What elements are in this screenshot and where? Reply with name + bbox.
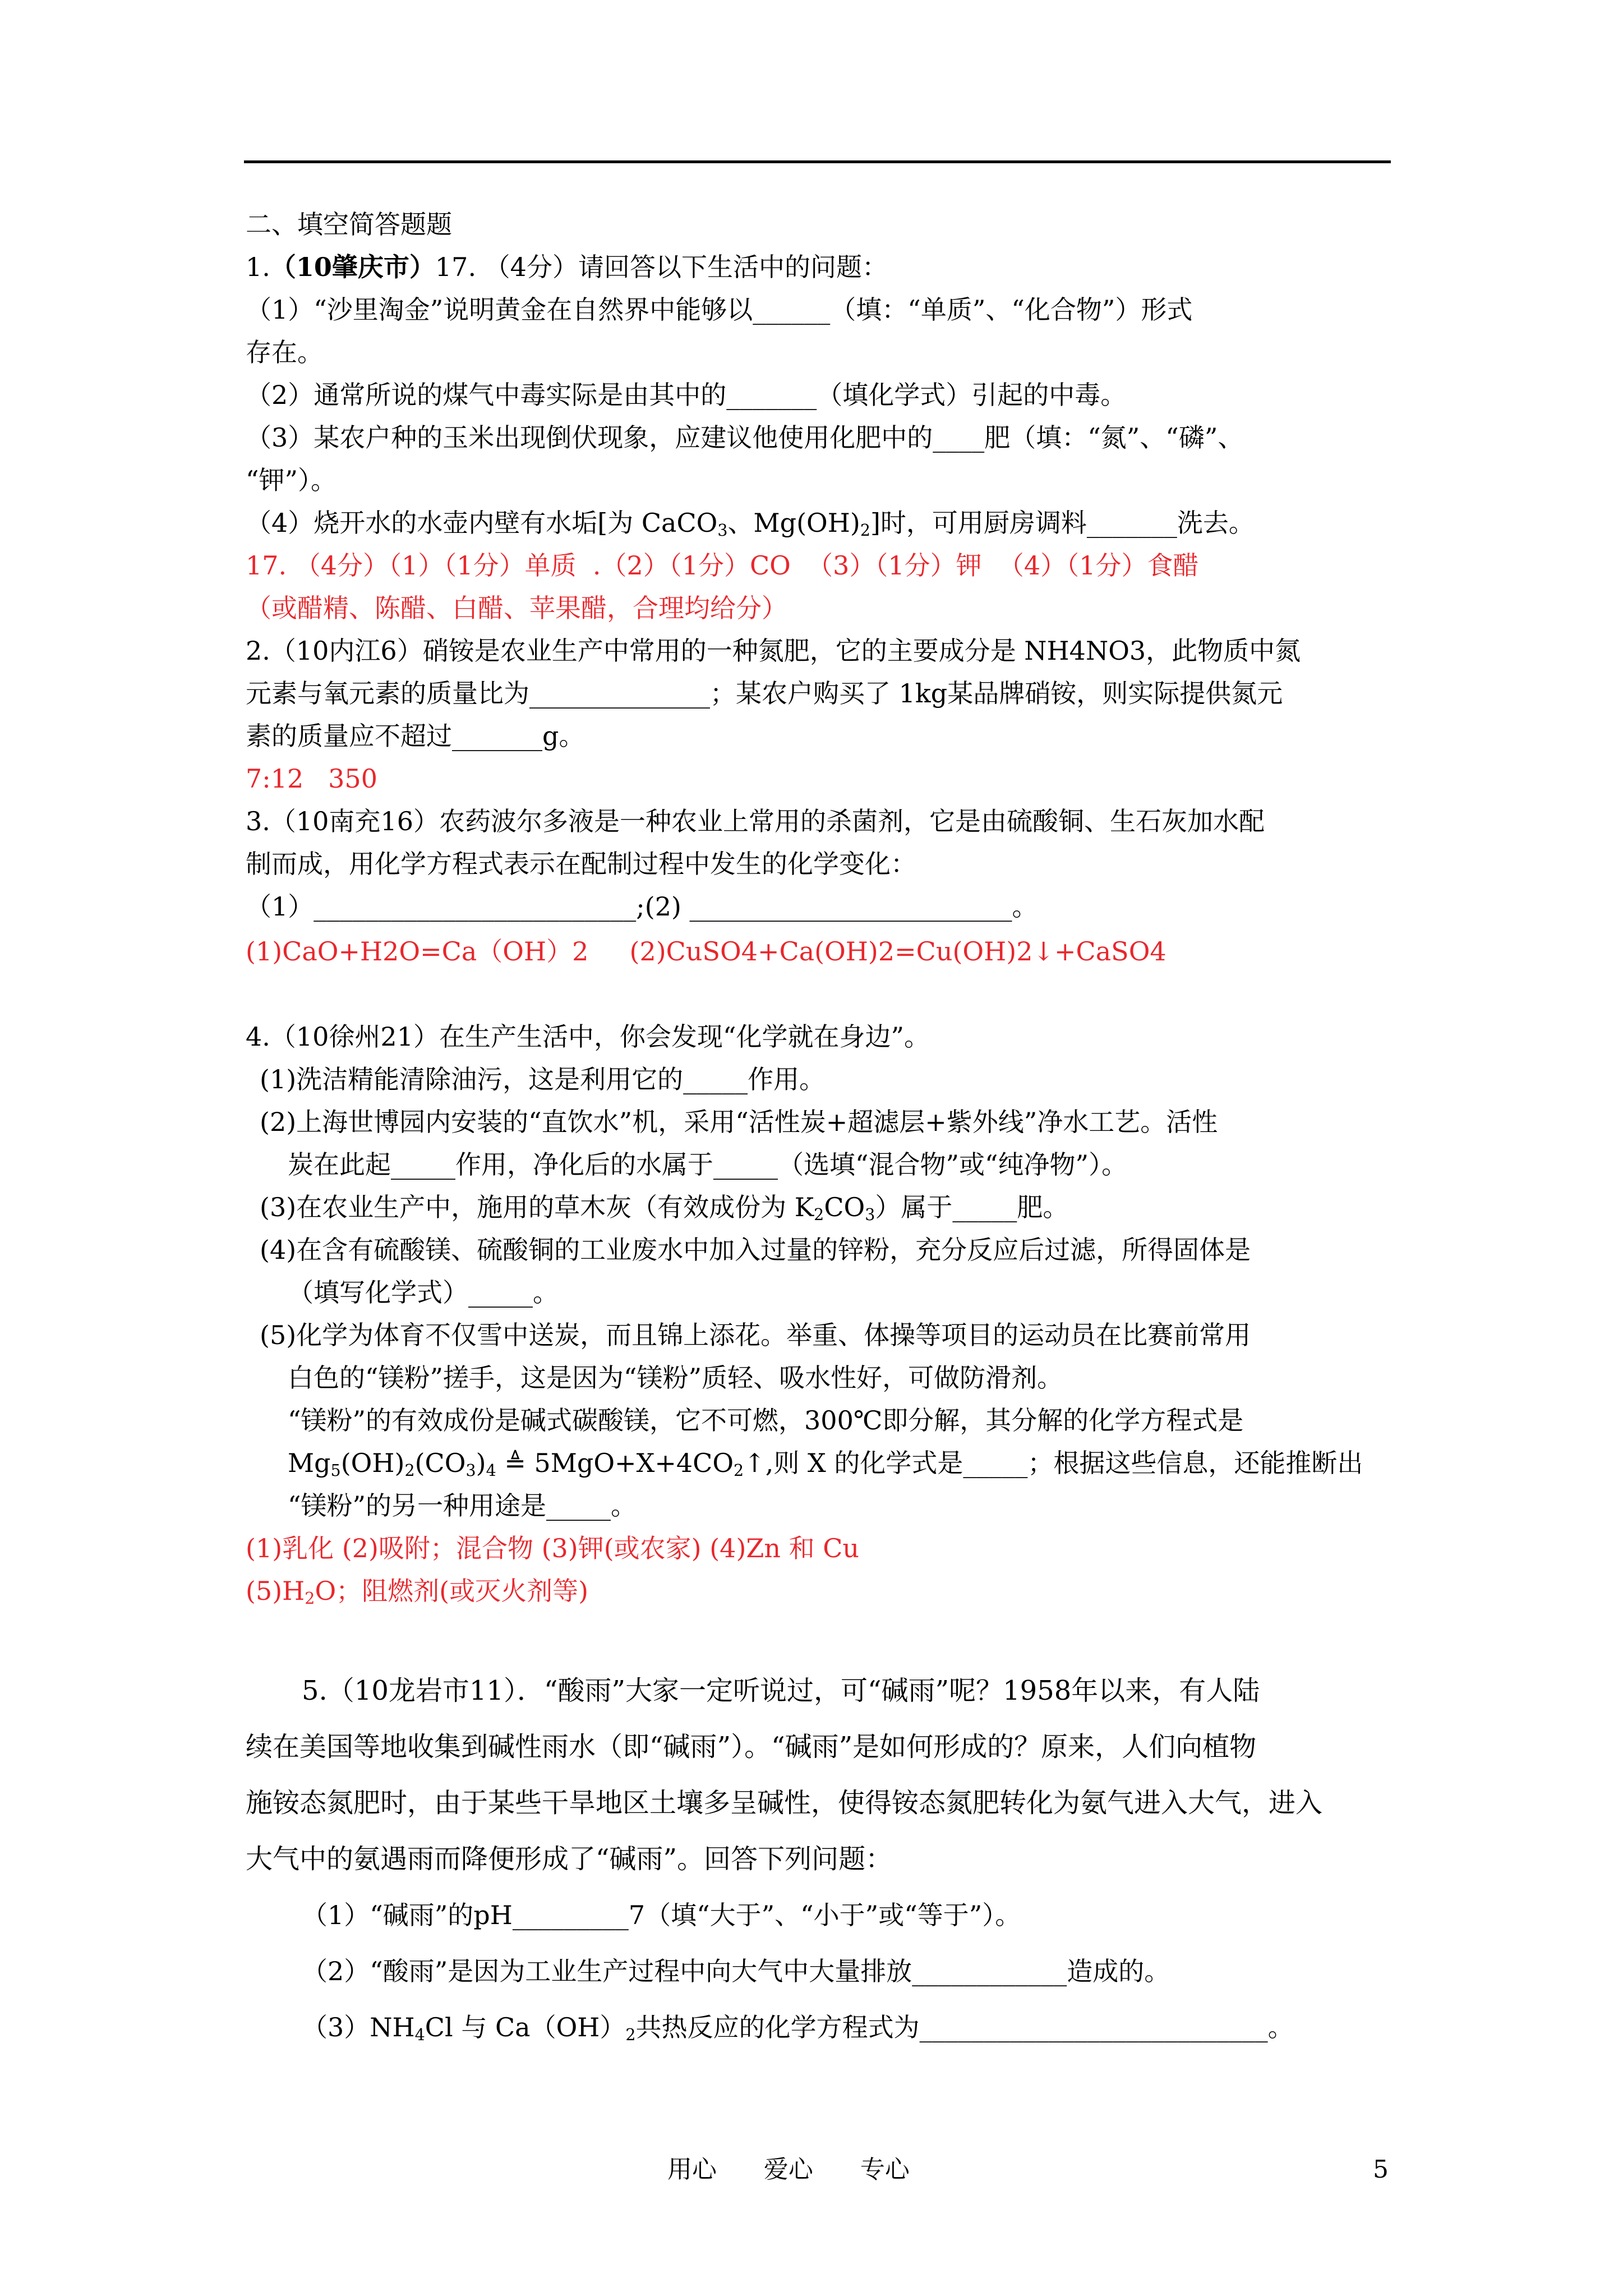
q1-part4-sub2: 2 <box>860 521 870 540</box>
q1-part1-line1: （1）“沙里淘金”说明黄金在自然界中能够以______（填：“单质”、“化合物”）形式 <box>246 295 1193 325</box>
q5-line3: 施铵态氮肥时，由于某些干旱地区土壤多呈碱性，使得铵态氮肥转化为氨气进入大气，进入 <box>246 1787 1323 1819</box>
q5-part3-sub2: 2 <box>625 2026 636 2045</box>
q5-line4: 大气中的氨遇雨而降便形成了“碱雨”。回答下列问题： <box>246 1843 893 1875</box>
q4-part4-line1: (4)在含有硫酸镁、硫酸铜的工业废水中加入过量的锌粉，充分反应后过滤，所得固体是 <box>260 1235 1251 1265</box>
q2-line2: 元素与氧元素的质量比为______________；某农户购买了 1kg某品牌硝铵，则实际提供氮元 <box>246 678 1283 708</box>
q4-eq-e: ≜ 5MgO+X+4CO <box>496 1448 734 1478</box>
q4-eq-b: (OH) <box>340 1448 405 1478</box>
q5-part1: （1）“碱雨”的pH_________7（填“大于”、“小于”或“等于”）。 <box>302 1900 1021 1930</box>
q4-part2-line1: (2)上海世博园内安装的“直饮水”机，采用“活性炭+超滤层+紫外线”净水工艺。活性 <box>260 1107 1218 1137</box>
q2-answer: 7:12 350 <box>246 763 377 794</box>
q1-part2: （2）通常所说的煤气中毒实际是由其中的_______（填化学式）引起的中毒。 <box>246 380 1127 410</box>
q3-answer: (1)CaO+H2O=Ca（OH）2 (2)CuSO4+Ca(OH)2=Cu(OH)2↓+CaSO4 <box>246 936 1166 967</box>
q4-part3-a: (3)在农业生产中，施用的草木灰（有效成份为 K <box>260 1192 814 1222</box>
q4-eq-a: Mg <box>288 1448 331 1478</box>
q4-answer-b: O；阻燃剂(或灭火剂等) <box>315 1576 589 1606</box>
header-rule <box>244 160 1391 163</box>
footer-motto: 用心 爱心 专心 <box>667 2155 910 2184</box>
q4-part2-line2: 炭在此起_____作用，净化后的水属于_____（选填“混合物”或“纯净物”）。 <box>288 1149 1128 1180</box>
q4-answer-sub: 2 <box>305 1589 315 1608</box>
q3-line1: 3.（10南充16）农药波尔多液是一种农业上常用的杀菌剂，它是由硫酸铜、生石灰加水配 <box>246 806 1265 836</box>
q1-part1-line2: 存在。 <box>246 337 323 367</box>
q5-part2: （2）“酸雨”是因为工业生产过程中向大气中大量排放____________造成的。 <box>302 1956 1170 1986</box>
q4-part5-line2: 白色的“镁粉”搓手，这是因为“镁粉”质轻、吸水性好，可做防滑剂。 <box>288 1363 1063 1393</box>
q5-line1: 5.（10龙岩市11）．“酸雨”大家一定听说过，可“碱雨”呢？1958年以来，有人陆 <box>302 1675 1260 1706</box>
q1-header <box>246 250 888 284</box>
q4-eq-sub2: 2 <box>404 1461 415 1480</box>
q4-eq-f: ↑,则 X 的化学式是_____；根据这些信息，还能推断出 <box>744 1448 1363 1478</box>
q1-part4-c: ]时，可用厨房调料_______洗去。 <box>870 508 1255 538</box>
section-title: 二、填空简答题题 <box>246 209 452 240</box>
q2-line1: 2.（10内江6）硝铵是农业生产中常用的一种氮肥，它的主要成分是 NH4NO3，此物质中氮 <box>246 636 1301 666</box>
q4-part5-equation <box>288 1446 1363 1480</box>
q5-part3-c: 共热反应的化学方程式为___________________________。 <box>635 2012 1294 2042</box>
q5-line2: 续在美国等地收集到碱性雨水（即“碱雨”）。“碱雨”是如何形成的？原来，人们向植物 <box>246 1731 1257 1763</box>
q1-part4-sub1: 3 <box>717 521 728 540</box>
q4-part3-sub2: 3 <box>865 1205 875 1225</box>
q1-header-rest: 17. （4分）请回答以下生活中的问题： <box>435 252 888 282</box>
q4-part5-line5: “镁粉”的另一种用途是_____。 <box>288 1490 637 1521</box>
q4-part4-line2: （填写化学式）_____。 <box>288 1277 559 1308</box>
q5-part3-b: Cl 与 Ca（OH） <box>425 2012 626 2042</box>
q4-part3-b: CO <box>824 1192 865 1222</box>
q5-part3 <box>302 2010 1294 2044</box>
q1-prefix: 1. <box>246 252 270 282</box>
q4-answer-a: (5)H <box>246 1576 305 1606</box>
q4-line1: 4.（10徐州21）在生产生活中，你会发现“化学就在身边”。 <box>246 1022 930 1052</box>
q1-part3-line1: （3）某农户种的玉米出现倒伏现象，应建议他使用化肥中的____肥（填：“氮”、“磷”、 <box>246 422 1244 453</box>
q4-part3-sub1: 2 <box>814 1205 824 1225</box>
q4-part5-line3: “镁粉”的有效成份是碱式碳酸镁，它不可燃，300℃即分解，其分解的化学方程式是 <box>288 1405 1244 1435</box>
q4-eq-c: (CO <box>414 1448 466 1478</box>
q4-eq-sub4: 4 <box>486 1461 496 1480</box>
page-number: 5 <box>1373 2155 1389 2184</box>
q4-answer-line1: (1)乳化 (2)吸附；混合物 (3)钾(或农家) (4)Zn 和 Cu <box>246 1533 860 1563</box>
q2-line3: 素的质量应不超过_______g。 <box>246 721 585 751</box>
q3-line3: （1）_________________________;(2) _________________________。 <box>246 891 1038 922</box>
q4-part5-line1: (5)化学为体育不仅雪中送炭，而且锦上添花。举重、体操等项目的运动员在比赛前常用 <box>260 1320 1251 1350</box>
q1-answer-line2: （或醋精、陈醋、白醋、苹果醋，合理均给分） <box>246 593 787 623</box>
q1-part4-b: 、Mg(OH) <box>727 508 860 538</box>
q4-eq-d: ) <box>476 1448 486 1478</box>
q4-part1: (1)洗洁精能清除油污，这是利用它的_____作用。 <box>260 1064 826 1094</box>
q1-source: （10肇庆市） <box>270 252 435 282</box>
q4-eq-sub1: 5 <box>330 1461 341 1480</box>
q5-part3-sub1: 4 <box>414 2026 425 2045</box>
q4-eq-sub5: 2 <box>734 1461 744 1480</box>
q3-line2: 制而成，用化学方程式表示在配制过程中发生的化学变化： <box>246 849 916 879</box>
q4-eq-sub3: 3 <box>465 1461 476 1480</box>
q1-part4-a: （4）烧开水的水壶内壁有水垢[为 CaCO <box>246 508 718 538</box>
q1-part4 <box>246 506 1255 540</box>
q4-answer-line2 <box>246 1574 588 1608</box>
q1-answer-line1: 17. （4分）（1）（1分）单质 .（2）（1分）CO （3）（1分）钾 （4）（1分）食醋 <box>246 550 1199 581</box>
q4-part3 <box>260 1190 1068 1224</box>
q5-part3-a: （3）NH <box>302 2012 415 2042</box>
q1-part3-line2: “钾”）。 <box>246 465 337 495</box>
q4-part3-c: ）属于_____肥。 <box>875 1192 1069 1222</box>
